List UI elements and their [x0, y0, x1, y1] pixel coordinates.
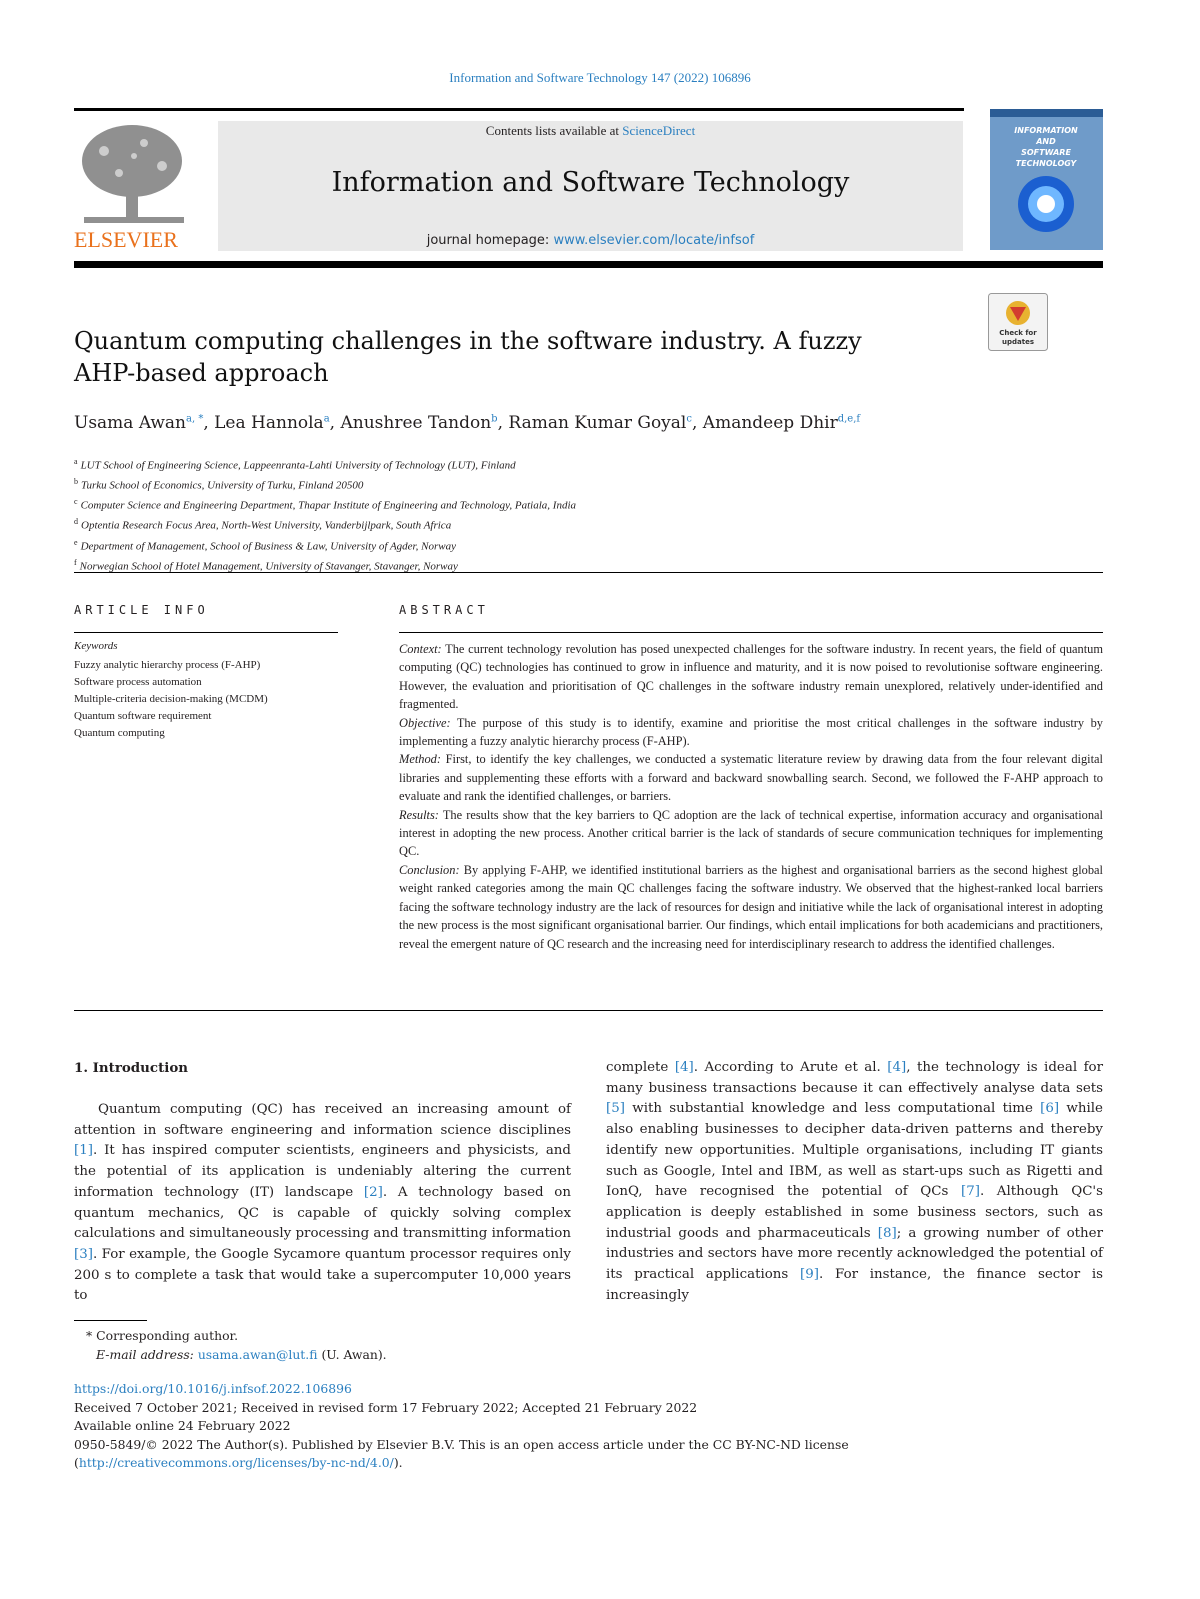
abstract-section [399, 640, 1103, 714]
header-rule-top [74, 108, 964, 111]
homepage-line [218, 233, 963, 248]
author-name[interactable]: Amandeep Dhir [702, 413, 838, 433]
affiliation-text: LUT School of Engineering Science, Lappeenranta-Lahti University of Technology (LUT), Finland [80, 459, 516, 472]
journal-citation[interactable]: Information and Software Technology 147 (2022) 106896 [449, 70, 751, 85]
citation-ref-link[interactable]: [4] [887, 1060, 907, 1075]
affiliation-text: Optentia Research Focus Area, North-West University, Vanderbijlpark, South Africa [81, 520, 452, 533]
body-text: Quantum computing (QC) has received an increasing amount of attention in software engineering and information science disciplines [74, 1102, 571, 1138]
body-text: , the technology is ideal for many business transactions because it can effectively analyse data sets [606, 1060, 1103, 1096]
abstract-section [399, 806, 1103, 861]
abstract-section-text: The current technology revolution has posed unexpected challenges for the software industry. In recent years, the field of quantum computing (QC) technologies has continued to grow in influence and maturity, and it is now poised to revolutionise software engineering. However, the evaluation and prioritisation of QC challenges in the software industry remain unexplored, relatively under-identified and fragmented. [399, 642, 1103, 712]
citation-ref-link[interactable]: [4] [674, 1060, 694, 1075]
abstract-section-text: The purpose of this study is to identify, examine and prioritise the most critical challenges in the software industry by implementing a fuzzy analytic hierarchy process (F-AHP). [399, 715, 1103, 749]
svg-text:TECHNOLOGY: TECHNOLOGY [1015, 159, 1077, 168]
footnote-rule [74, 1320, 147, 1321]
body-text: . It has inspired computer scientists, engineers and physicists, and the potential of its application is undeniably altering the current information technology (IT) landscape [74, 1143, 571, 1200]
keyword-item: Quantum computing [74, 727, 165, 739]
svg-text:SOFTWARE: SOFTWARE [1021, 148, 1071, 157]
abstract-section-label: Conclusion: [399, 862, 460, 877]
online-date: Available online 24 February 2022 [74, 1418, 291, 1433]
journal-banner [218, 121, 963, 251]
keyword-item: Multiple-criteria decision-making (MCDM) [74, 693, 268, 705]
footnotes [86, 1326, 387, 1364]
license-link[interactable]: http://creativecommons.org/licenses/by-nc-nd/4.0/ [78, 1455, 394, 1470]
homepage-prefix: journal homepage: [426, 233, 554, 248]
abstract-section [399, 714, 1103, 751]
received-dates: Received 7 October 2021; Received in revised form 17 February 2022; Accepted 21 February 2022 [74, 1399, 698, 1415]
citation-ref-link[interactable]: [8] [877, 1225, 897, 1241]
body-text: with substantial knowledge and less computational time [624, 1101, 1041, 1117]
abstract-section-text: The results show that the key barriers to QC adoption are the lack of technical expertise, information accuracy and organisational interest in adopting the new process. Another critical barrier is the lack of standards of secure communication techniques for implementing QC. [399, 807, 1103, 859]
abstract-section-label: Results: [399, 807, 439, 822]
check-for-updates-badge[interactable] [988, 293, 1048, 351]
license-suffix: ). [393, 1455, 403, 1470]
citation-ref-link[interactable]: [7] [960, 1184, 980, 1200]
affiliation-item [74, 514, 874, 534]
journal-cover-image [990, 109, 1103, 250]
affiliation-item [74, 474, 874, 494]
affiliation-text: Computer Science and Engineering Department, Thapar Institute of Engineering and Technology, Patiala, India [80, 499, 577, 512]
contents-line [218, 123, 963, 139]
abstract-body [399, 640, 1103, 953]
affiliation-item [74, 535, 874, 555]
homepage-link[interactable]: www.elsevier.com/locate/infsof [553, 233, 755, 248]
abstract-section [399, 750, 1103, 805]
header-rule-bottom [74, 261, 1103, 268]
footnote-mark: * [86, 1328, 93, 1343]
divider [74, 572, 1103, 573]
body-text: complete [606, 1060, 675, 1075]
keyword-item: Quantum software requirement [74, 710, 212, 722]
keyword-item: Fuzzy analytic hierarchy process (F-AHP) [74, 659, 261, 671]
body-text: . According to Arute et al. [693, 1060, 888, 1075]
citation-ref-link[interactable]: [3] [74, 1246, 93, 1262]
divider [399, 632, 1103, 633]
email-label: E-mail address: [96, 1347, 198, 1362]
abstract-section-label: Context: [399, 642, 442, 656]
email-suffix: (U. Awan). [317, 1347, 387, 1362]
introduction-heading: 1. Introduction [74, 1060, 189, 1076]
contents-prefix: Contents lists available at [485, 123, 623, 138]
license-statement [74, 1436, 1104, 1473]
intro-column-left [74, 1100, 571, 1307]
affiliation-mark: e [74, 537, 78, 547]
doi-link[interactable]: https://doi.org/10.1016/j.infsof.2022.106896 [74, 1381, 352, 1396]
abstract-heading: ABSTRACT [399, 603, 489, 617]
intro-column-right [606, 1058, 1103, 1306]
elsevier-logo [74, 121, 199, 251]
svg-text:updates: updates [1002, 338, 1034, 346]
author-name[interactable]: Anushree Tandon [340, 413, 492, 433]
affiliation-mark: f [74, 557, 77, 567]
body-text: while also enabling businesses to decipher data-driven patterns and thereby identify new opportunities. Multiple organisations, including IT giants such as Google, Intel and IBM, as well as start-ups such as Rigetti and IonQ, have recognised the potential of QCs [606, 1101, 1103, 1200]
affiliation-list [74, 454, 874, 575]
affiliation-mark: c [74, 497, 78, 507]
affiliation-item [74, 494, 874, 514]
svg-text:Check for: Check for [999, 329, 1037, 337]
elsevier-wordmark: ELSEVIER [74, 227, 178, 251]
author-affiliation-mark[interactable]: c [686, 413, 692, 425]
abstract-section-text: First, to identify the key challenges, we conducted a systematic literature review by drawing data from the four relevant digital libraries and supplementing these efforts with a forward and backward snowballing search. Second, we followed the F-AHP approach to evaluate and rank the identified challenges, or barriers. [399, 752, 1103, 804]
author-affiliation-mark[interactable]: d,e,f [837, 413, 861, 425]
body-text: . For instance, the finance sector is increasingly [606, 1267, 1103, 1303]
citation-ref-link[interactable]: [6] [1040, 1101, 1060, 1117]
author-affiliation-mark[interactable]: a [323, 413, 330, 425]
publication-info [74, 1380, 1104, 1473]
affiliation-text: Norwegian School of Hotel Management, University of Stavanger, Stavanger, Norway [79, 560, 458, 573]
author-affiliation-mark[interactable]: a, * [186, 413, 204, 425]
citation-ref-link[interactable]: [5] [606, 1101, 625, 1117]
svg-text:AND: AND [1036, 137, 1056, 146]
citation-ref-link[interactable]: [9] [800, 1267, 820, 1283]
abstract-section [399, 861, 1103, 953]
author-name[interactable]: Lea Hannola [214, 413, 324, 433]
affiliation-mark: a [74, 457, 78, 466]
author-name[interactable]: Usama Awan [74, 413, 186, 433]
keywords-label: Keywords [74, 640, 118, 652]
body-text: . Although QC's application is deeply established in some business sectors, such as industrial goods and pharmaceuticals [606, 1184, 1103, 1241]
keywords-list [74, 657, 268, 742]
article-title: Quantum computing challenges in the software industry. A fuzzy AHP-based approach [74, 327, 862, 387]
svg-text:INFORMATION: INFORMATION [1014, 126, 1078, 135]
divider [74, 1010, 1103, 1011]
keyword-item: Software process automation [74, 676, 202, 688]
journal-name: Information and Software Technology [331, 167, 850, 198]
sciencedirect-link[interactable]: ScienceDirect [622, 123, 696, 138]
citation-ref-link[interactable]: [2] [363, 1184, 383, 1200]
affiliation-item [74, 454, 874, 474]
license-text: 0950-5849/© 2022 The Author(s). Published by Elsevier B.V. This is an open access article under the CC BY-NC-ND license ( [74, 1436, 849, 1470]
author-list: Usama Awan$^{a, *}$, Lea Hannola$^a$, Anushree Tandon$^b$, Raman Kumar Goyal$^c$, Amandeep Dhir$^{d,e,f}$ [74, 413, 861, 433]
author-email-link[interactable]: usama.awan@lut.fi [197, 1347, 318, 1362]
affiliation-text: Turku School of Economics, University of Turku, Finland 20500 [81, 479, 364, 492]
affiliation-text: Department of Management, School of Business & Law, University of Agder, Norway [80, 540, 456, 553]
body-text: . For example, the Google Sycamore quantum processor requires only 200 s to complete a task that would take a supercomputer 10,000 years to [74, 1246, 571, 1304]
affiliation-mark: b [74, 477, 78, 487]
citation-ref-link[interactable]: [1] [74, 1143, 93, 1159]
abstract-section-label: Objective: [399, 715, 451, 730]
body-text: ; a growing number of other industries and sectors have more recently acknowledged the potential of its practical applications [606, 1225, 1103, 1283]
corresponding-author-note: Corresponding author. [96, 1328, 239, 1343]
author-affiliation-mark[interactable]: b [491, 413, 498, 425]
affiliation-mark: d [74, 517, 78, 527]
article-info-heading: ARTICLE INFO [74, 603, 209, 617]
divider [74, 632, 338, 633]
body-text: . A technology based on quantum mechanics, QC is capable of quickly solving complex calculations and simultaneously processing and transmitting information [74, 1184, 571, 1242]
abstract-section-text: By applying F-AHP, we identified institutional barriers as the highest and organisational barriers as the second highest global weight ranked categories among the main QC challenges facing the software industry. We observed that the highest-ranked local barriers facing the software technology industry are the lack of resources for design and initiative while the lack of organisational interest in adopting the new process is the most significant organisational barrier. Our findings, which entail implications for both academicians and practitioners, reveal the emergent nature of QC research and the increasing need for interdisciplinary research to address the identified challenges. [399, 862, 1103, 951]
author-name[interactable]: Raman Kumar Goyal [508, 413, 687, 433]
abstract-section-label: Method: [399, 752, 441, 767]
